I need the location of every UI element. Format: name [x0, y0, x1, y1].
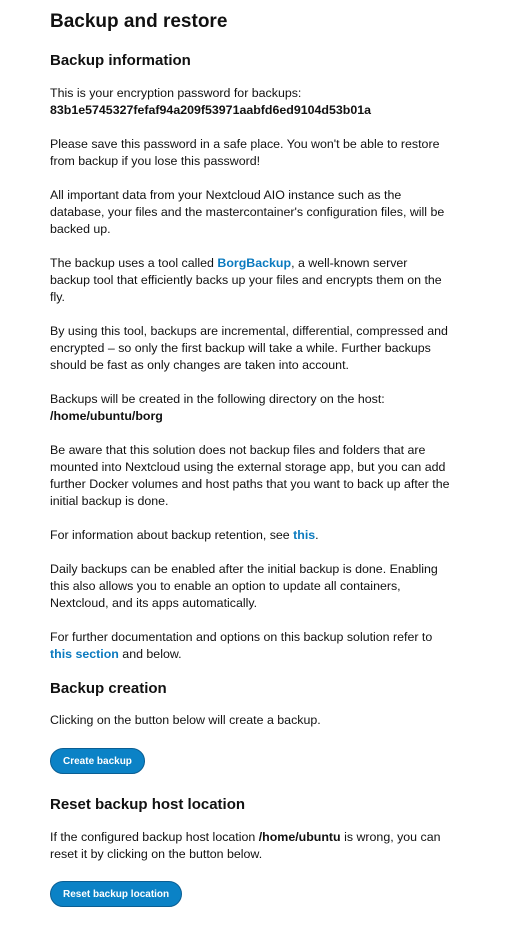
reset-text-pre: If the configured backup host location — [50, 830, 259, 844]
reset-text-post: is wrong, you can reset it by clicking on the button below. — [50, 830, 441, 861]
retention-link[interactable]: this — [293, 528, 316, 542]
save-warning: Please save this password in a safe place. You won't be able to restore from backup if you lose this password! — [50, 137, 440, 168]
daily-backups-text: Daily backups can be enabled after the initial backup is done. Enabling this also allows you to enable an option to update all containers, Nextcloud, and its apps automatically. — [50, 562, 438, 610]
docs-text-post: and below. — [118, 647, 182, 661]
incremental-text: By using this tool, backups are incremental, differential, compressed and encrypted – so only the first backup will take a while. Further backups should be fast as only changes are taken into account. — [50, 324, 448, 372]
reset-backup-location-button[interactable]: Reset backup location — [50, 881, 182, 907]
backup-host-location: /home/ubuntu — [258, 830, 341, 844]
reset-location-paragraph — [50, 829, 450, 863]
important-data-text: All important data from your Nextcloud AIO instance such as the database, your files and the mastercontainer's configuration files, will be backed up. — [50, 188, 445, 236]
tool-text-post: , a well-known server backup tool that efficiently backs up your files and encrypts them on the fly. — [50, 256, 442, 304]
external-storage-text: Be aware that this solution does not backup files and folders that are mounted into Nextcloud using the external storage app, but you can add further Docker volumes and host paths that you want to back up after the initial backup is done. — [50, 443, 450, 508]
docs-text-pre: For further documentation and options on this backup solution refer to — [50, 630, 433, 644]
tool-paragraph — [50, 255, 450, 306]
retention-text-post: . — [315, 528, 319, 542]
encryption-password: 83b1e5745327fefaf94a209f53971aabfd6ed9104d53b01a — [50, 103, 372, 117]
docs-section-link[interactable]: this section — [50, 647, 119, 661]
directory-paragraph — [50, 391, 450, 425]
retention-text-pre: For information about backup retention, see — [50, 528, 294, 542]
backup-creation-text: Clicking on the button below will create a backup. — [50, 713, 321, 727]
borgbackup-link[interactable]: BorgBackup — [217, 256, 292, 270]
backup-directory: /home/ubuntu/borg — [50, 409, 163, 423]
backup-creation-heading: Backup creation — [50, 680, 167, 697]
page-title: Backup and restore — [50, 11, 228, 32]
password-intro: This is your encryption password for backups: — [50, 86, 302, 100]
directory-intro: Backups will be created in the following directory on the host: — [50, 392, 385, 406]
create-backup-button[interactable]: Create backup — [50, 748, 145, 774]
retention-paragraph — [50, 527, 450, 544]
password-paragraph — [50, 85, 450, 119]
reset-location-heading: Reset backup host location — [50, 796, 246, 813]
tool-text-pre: The backup uses a tool called — [50, 256, 218, 270]
backup-information-heading: Backup information — [50, 52, 191, 69]
docs-paragraph — [50, 629, 450, 663]
